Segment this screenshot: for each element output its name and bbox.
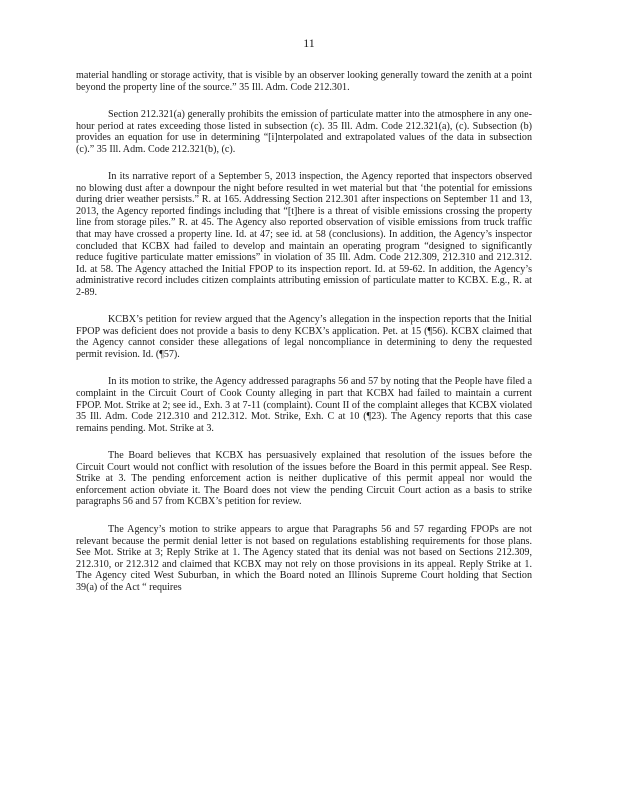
paragraph-6: The Board believes that KCBX has persuasively explained that resolution of the issues before the Circuit Court would not conflict with resolution of the issues before the Board in this permit appeal. See Resp. Strike at 3. The pending enforcement action is neither duplicative of this permit appeal nor would the enforcement action obviate it. The Board does not view the pending Circuit Court action as a basis to strike paragraphs 56 and 57 from KCBX’s petition for review. (76, 450, 532, 508)
page-number: 11 (303, 36, 315, 50)
document-body (76, 70, 532, 609)
paragraph-7: The Agency’s motion to strike appears to argue that Paragraphs 56 and 57 regarding FPOPs are not relevant because the permit denial letter is not based on regulations establishing requirements for those plans. See Mot. Strike at 3; Reply Strike at 1. The Agency stated that its denial was not based on Sections 212.309, 212.310, or 212.312 and claimed that KCBX may not rely on those provisions in its appeal. Reply Strike at 1. The Agency cited West Suburban, in which the Board noted an Illinois Supreme Court holding that Section 39(a) of the Act “ requires (76, 523, 532, 593)
paragraph-5: In its motion to strike, the Agency addressed paragraphs 56 and 57 by noting that the People have filed a complaint in the Circuit Court of Cook County alleging in part that KCBX had failed to maintain a current FPOP. Mot. Strike at 2; see id., Exh. 3 at 7-11 (complaint). Count II of the complaint alleges that KCBX violated 35 Ill. Adm. Code 212.310 and 212.312. Mot. Strike, Exh. C at 10 (¶23). The Agency reports that this case remains pending. Mot. Strike at 3. (76, 376, 532, 434)
paragraph-1: material handling or storage activity, that is visible by an observer looking generally toward the zenith at a point beyond the property line of the source.” 35 Ill. Adm. Code 212.301. (76, 70, 532, 93)
paragraph-4: KCBX’s petition for review argued that the Agency’s allegation in the inspection reports that the Initial FPOP was deficient does not provide a basis to deny KCBX’s application. Pet. at 15 (¶56). KCBX claimed that the Agency cannot consider these allegations of legal noncompliance in determining to deny the requested permit revision. Id. (¶57). (76, 314, 532, 360)
paragraph-3: In its narrative report of a September 5, 2013 inspection, the Agency reported that inspectors observed no blowing dust after a downpour the night before resulted in wet material but that ‘the potential for emissions during drier weather persists.” R. at 165. Addressing Section 212.301 after inspections on September 11 and 13, 2013, the Agency reported findings including that “[t]here is a threat of visible emissions crossing the property line from storage piles.” R. at 45. The Agency also reported observation of visible emissions from truck traffic that may have crossed a property line. Id. at 47; see id. at 58 (conclusions). In addition, the Agency’s inspector concluded that KCBX had failed to develop and maintain an operating program “designed to significantly reduce fugitive particulate matter emissions” in violation of 35 Ill. Adm. Code 212.309, 212.310 and 212.312. Id. at 58. The Agency attached the Initial FPOP to its inspection report. Id. at 59-62. In addition, the Agency’s administrative record includes citizen complaints attributing emission of particulate matter to KCBX. E.g., R. at 2-89. (76, 171, 532, 298)
paragraph-2: Section 212.321(a) generally prohibits the emission of particulate matter into the atmosphere in any one-hour period at rates exceeding those listed in subsection (c). 35 Ill. Adm. Code 212.321(a), (c). Subsection (b) provides an equation for use in determining “[i]nterpolated and extrapolated values of the data in subsection (c).” 35 Ill. Adm. Code 212.321(b), (c). (76, 109, 532, 155)
